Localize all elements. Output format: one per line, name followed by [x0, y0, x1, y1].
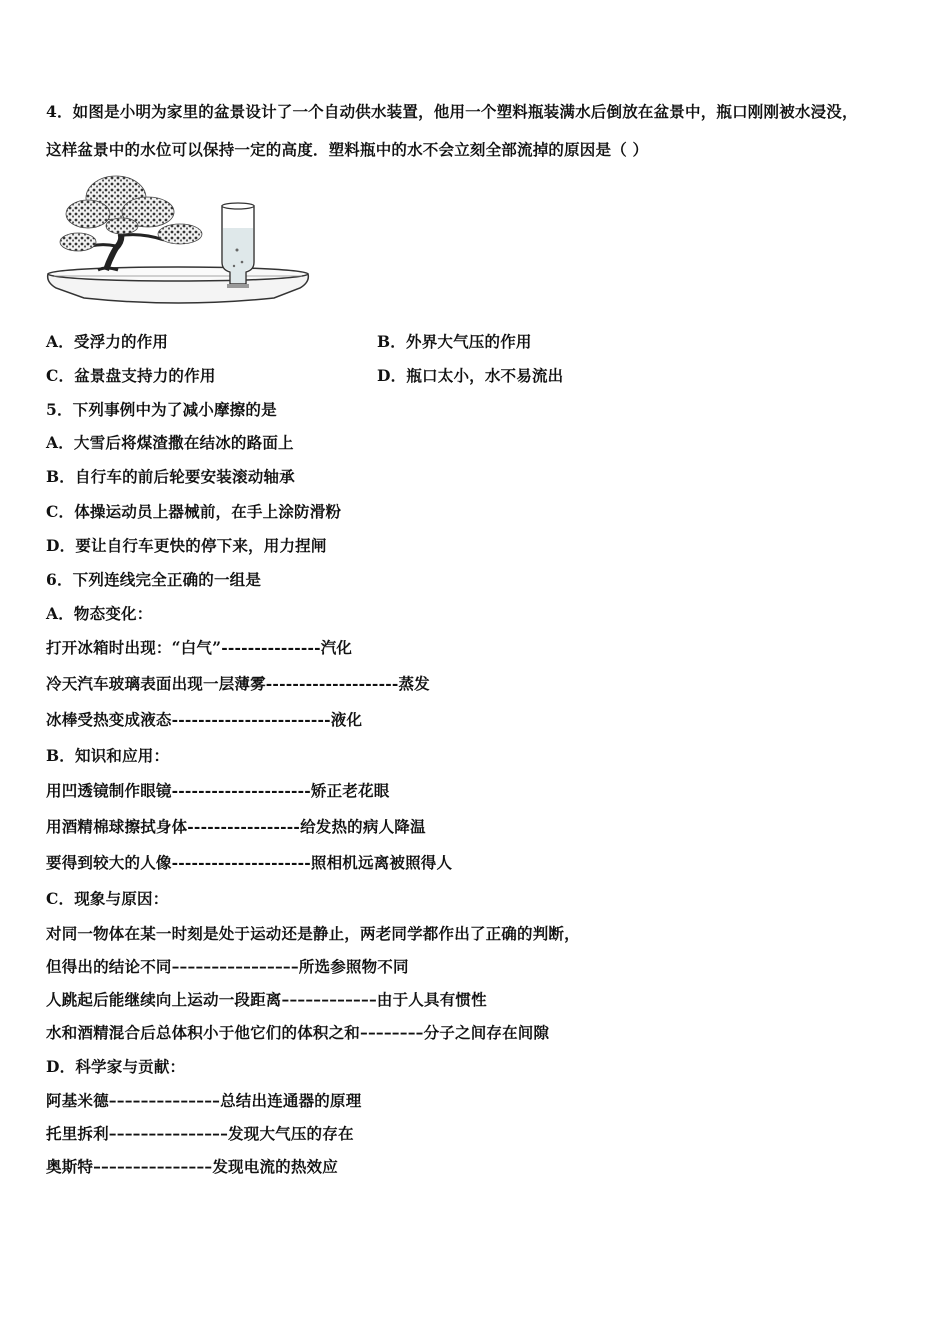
question-6-option-c-item: 但得出的结论不同––––––––––––––––所选参照物不同 — [46, 957, 409, 976]
question-5-option-d: D．要让自行车更快的停下来，用力捏闸 — [46, 536, 327, 555]
question-6-option-a-item: 冷天汽车玻璃表面出现一层薄雾--------------------蒸发 — [46, 674, 430, 693]
question-6-option-d-title: D．科学家与贡献： — [46, 1057, 186, 1076]
question-6-option-a-item: 打开冰箱时出现：“白气”---------------汽化 — [46, 638, 353, 657]
question-5-option-a: A．大雪后将煤渣撒在结冰的路面上 — [46, 433, 294, 452]
question-6-option-b-item: 要得到较大的人像---------------------照相机远离被照得人 — [46, 853, 453, 872]
question-4-option-d: D．瓶口太小，水不易流出 — [377, 366, 564, 385]
bonsai-bottle-figure — [44, 170, 312, 310]
question-4-stem-line1: 4．如图是小明为家里的盆景设计了一个自动供水装置，他用一个塑料瓶装满水后倒放在盆景中，瓶口刚刚被水浸没， — [46, 102, 858, 121]
question-4-option-b: B．外界大气压的作用 — [377, 332, 532, 351]
question-6-option-c-item: 水和酒精混合后总体积小于他它们的体积之和––––––––分子之间存在间隙 — [46, 1023, 550, 1042]
question-6-option-a-item: 冰棒受热变成液态------------------------液化 — [46, 710, 363, 729]
question-6-option-d-item: 奥斯特–––––––––––––––发现电流的热效应 — [46, 1157, 338, 1176]
question-5-option-b: B．自行车的前后轮要安装滚动轴承 — [46, 467, 295, 486]
question-4-stem-line2: 这样盆景中的水位可以保持一定的高度．塑料瓶中的水不会立刻全部流掉的原因是（ ） — [46, 140, 649, 159]
question-6-stem: 6．下列连线完全正确的一组是 — [46, 570, 262, 589]
question-4-option-a: A．受浮力的作用 — [46, 332, 169, 351]
question-6-option-c-title: C．现象与原因： — [46, 889, 169, 908]
question-6-option-a-title: A．物态变化： — [46, 604, 153, 623]
question-6-option-d-item: 阿基米德––––––––––––––总结出连通器的原理 — [46, 1091, 362, 1110]
question-6-option-c-item: 人跳起后能继续向上运动一段距离––––––––––––由于人具有惯性 — [46, 990, 487, 1009]
question-6-option-b-item: 用凹透镜制作眼镜---------------------矫正老花眼 — [46, 781, 390, 800]
question-6-option-d-item: 托里拆利–––––––––––––––发现大气压的存在 — [46, 1124, 354, 1143]
question-4-option-c: C．盆景盘支持力的作用 — [46, 366, 216, 385]
question-6-option-b-title: B．知识和应用： — [46, 746, 170, 765]
question-5-option-c: C．体操运动员上器械前，在手上涂防滑粉 — [46, 502, 342, 521]
question-5-stem: 5．下列事例中为了减小摩擦的是 — [46, 400, 277, 419]
question-6-option-b-item: 用酒精棉球擦拭身体-----------------给发热的病人降温 — [46, 817, 426, 836]
question-6-option-c-item: 对同一物体在某一时刻是处于运动还是静止，两老同学都作出了正确的判断， — [46, 924, 580, 943]
bonsai-with-inverted-bottle-illustration — [44, 170, 312, 310]
